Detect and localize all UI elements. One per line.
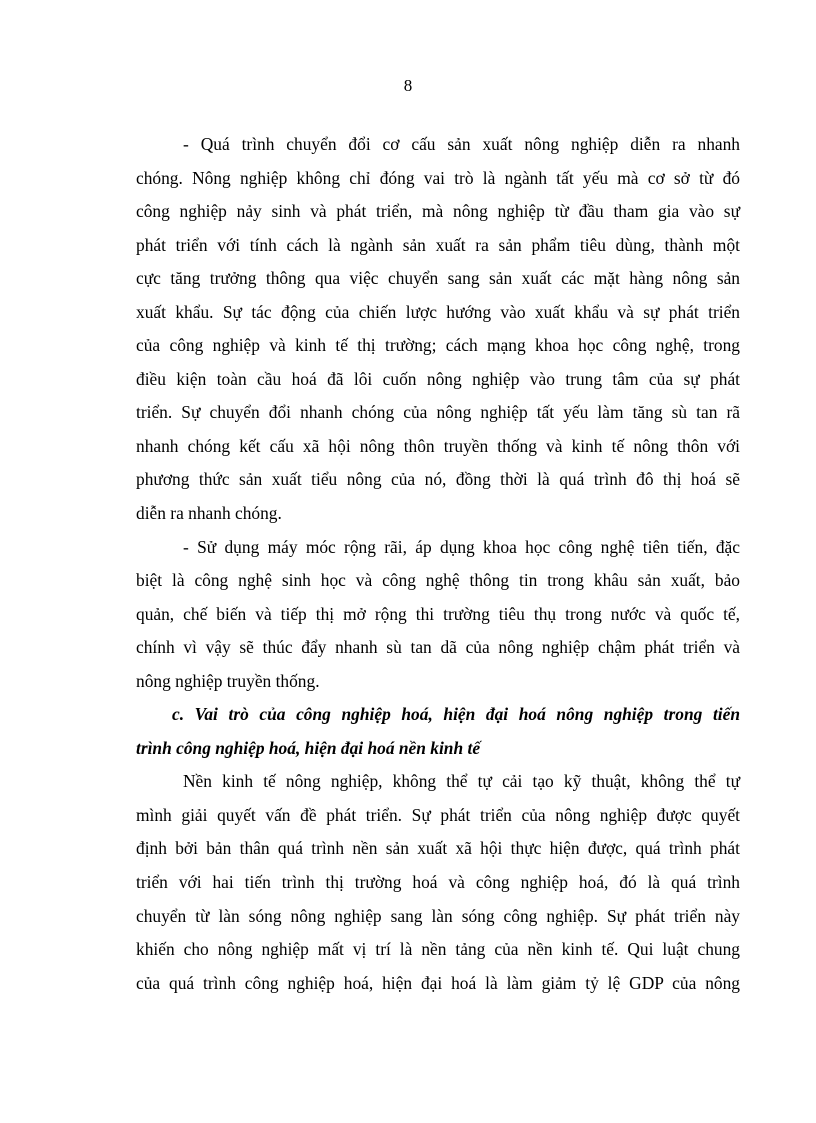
text-line: phương thức sản xuất tiểu nông của nó, đồng thời là quá trình đô thị hoá sẽ bbox=[136, 469, 740, 490]
text-line: điều kiện toàn cầu hoá đã lôi cuốn nông nghiệp vào trung tâm của sự phát bbox=[136, 368, 740, 389]
page-number: 8 bbox=[403, 76, 413, 95]
text-line: phát triển với tính cách là ngành sản xuất ra sản phẩm tiêu dùng, thành một bbox=[136, 234, 740, 255]
text-line: Nền kinh tế nông nghiệp, không thể tự cải tạo kỹ thuật, không thể tự bbox=[183, 771, 740, 792]
text-line: diễn ra nhanh chóng. bbox=[136, 503, 282, 524]
text-line: khiến cho nông nghiệp mất vị trí là nền tảng của nền kinh tế. Qui luật chung bbox=[136, 939, 740, 960]
text-line: triển với hai tiến trình thị trường hoá và công nghiệp hoá, đó là quá trình bbox=[136, 872, 740, 893]
text-line: triển. Sự chuyển đổi nhanh chóng của nông nghiệp tất yếu làm tăng sù tan rã bbox=[136, 402, 740, 423]
text-line: công nghiệp nảy sinh và phát triển, mà nông nghiệp từ đầu tham gia vào sự bbox=[136, 201, 740, 222]
text-line: mình giải quyết vấn đề phát triển. Sự phát triển của nông nghiệp được quyết bbox=[136, 804, 740, 825]
body-text bbox=[136, 128, 740, 1000]
section-heading: trình công nghiệp hoá, hiện đại hoá nền kinh tế bbox=[136, 737, 481, 758]
text-line: định bởi bản thân quá trình nền sản xuất xã hội thực hiện được, quá trình phát bbox=[136, 838, 740, 859]
text-line: chuyển từ làn sóng nông nghiệp sang làn sóng công nghiệp. Sự phát triển này bbox=[136, 905, 740, 926]
text-line: - Quá trình chuyển đổi cơ cấu sản xuất nông nghiệp diễn ra nhanh bbox=[183, 134, 740, 154]
text-line: của quá trình công nghiệp hoá, hiện đại hoá là làm giảm tỷ lệ GDP của nông bbox=[136, 972, 740, 993]
text-line: biệt là công nghệ sinh học và công nghệ thông tin trong khâu sản xuất, bảo bbox=[136, 570, 740, 591]
section-heading: c. Vai trò của công nghiệp hoá, hiện đại hoá nông nghiệp trong tiến bbox=[172, 704, 740, 725]
text-line: - Sử dụng máy móc rộng rãi, áp dụng khoa học công nghệ tiên tiến, đặc bbox=[183, 536, 740, 557]
text-line: nhanh chóng kết cấu xã hội nông thôn truyền thống và kinh tế nông thôn với bbox=[136, 435, 740, 456]
text-line: nông nghiệp truyền thống. bbox=[136, 670, 320, 691]
text-line: của công nghiệp và kinh tế thị trường; cách mạng khoa học công nghệ, trong bbox=[136, 335, 740, 356]
text-line: quản, chế biến và tiếp thị mở rộng thi trường tiêu thụ trong nước và quốc tế, bbox=[136, 603, 740, 624]
text-line: cực tăng trưởng thông qua việc chuyển sang sản xuất các mặt hàng nông sản bbox=[136, 268, 740, 289]
text-line: xuất khẩu. Sự tác động của chiến lược hướng vào xuất khẩu và sự phát triển bbox=[136, 301, 740, 322]
text-line: chóng. Nông nghiệp không chỉ đóng vai trò là ngành tất yếu mà cơ sở từ đó bbox=[136, 167, 740, 188]
text-line: chính vì vậy sẽ thúc đẩy nhanh sù tan dã của nông nghiệp chậm phát triển và bbox=[136, 637, 740, 658]
